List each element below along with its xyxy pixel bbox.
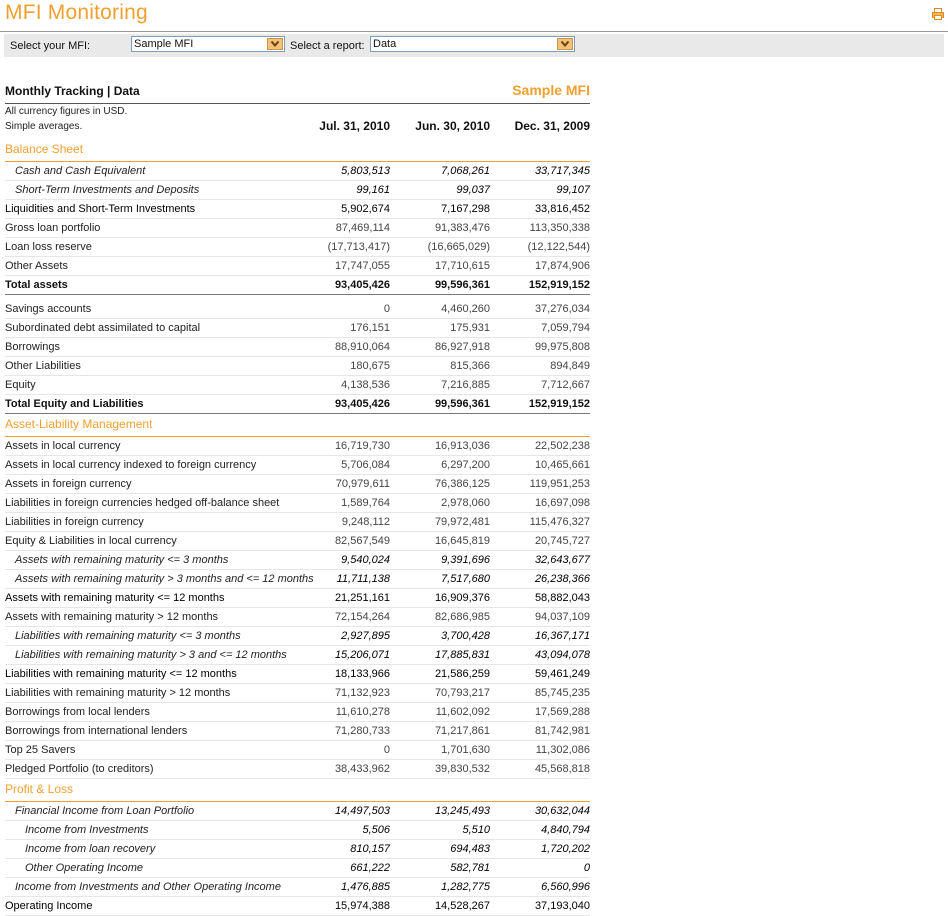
mfi-select[interactable] bbox=[131, 36, 285, 52]
table-row bbox=[5, 456, 590, 475]
column-header-1: Jul. 31, 2010 bbox=[319, 119, 390, 133]
section-header-asset-liability-management bbox=[5, 414, 590, 437]
row-label: Pledged Portfolio (to creditors) bbox=[5, 763, 154, 775]
row-value-col-3: 99,107 bbox=[556, 184, 590, 196]
row-value-col-1: 1,589,764 bbox=[341, 497, 390, 509]
row-value-col-2: 99,037 bbox=[456, 184, 490, 196]
row-value-col-2: 91,383,476 bbox=[434, 222, 490, 234]
row-value-col-3: 152,919,152 bbox=[528, 398, 590, 410]
report-select[interactable] bbox=[370, 36, 575, 52]
table-row bbox=[5, 257, 590, 276]
row-label: Assets with remaining maturity > 12 months bbox=[5, 611, 219, 623]
row-value-col-2: 582,781 bbox=[450, 862, 490, 874]
row-value-col-3: 26,238,366 bbox=[534, 573, 590, 585]
table-row bbox=[5, 627, 590, 646]
row-label: Top 25 Savers bbox=[5, 744, 76, 756]
report-notes bbox=[5, 104, 590, 139]
table-row bbox=[5, 840, 590, 859]
row-label: Equity & Liabilities in local currency bbox=[5, 535, 177, 547]
row-label: Loan loss reserve bbox=[5, 241, 92, 253]
row-value-col-2: 9,391,696 bbox=[441, 554, 490, 566]
row-label: Subordinated debt assimilated to capital bbox=[5, 322, 201, 334]
table-row bbox=[5, 741, 590, 760]
row-value-col-3: 32,643,677 bbox=[534, 554, 590, 566]
report-table bbox=[5, 139, 590, 916]
row-value-col-1: 15,974,388 bbox=[334, 900, 390, 912]
chevron-down-icon bbox=[558, 39, 572, 49]
mfi-dropdown-button[interactable] bbox=[267, 38, 283, 50]
row-label: Income from Investments bbox=[25, 824, 149, 836]
row-value-col-2: 16,645,819 bbox=[434, 535, 490, 547]
row-label: Assets with remaining maturity > 3 months and <= 12 months bbox=[15, 573, 314, 585]
report-select-value: Data bbox=[373, 38, 397, 50]
row-label: Cash and Cash Equivalent bbox=[15, 165, 146, 177]
report-mfi-name: Sample MFI bbox=[512, 82, 590, 98]
table-row bbox=[5, 646, 590, 665]
row-value-col-2: 3,700,428 bbox=[441, 630, 490, 642]
row-value-col-3: 7,059,794 bbox=[541, 322, 590, 334]
row-value-col-1: 5,506 bbox=[362, 824, 390, 836]
table-row bbox=[5, 200, 590, 219]
section-title: Balance Sheet bbox=[5, 142, 84, 156]
row-value-col-1: 21,251,161 bbox=[334, 592, 390, 604]
row-label: Borrowings bbox=[5, 341, 61, 353]
row-value-col-3: 113,350,338 bbox=[529, 222, 590, 234]
row-value-col-3: 99,975,808 bbox=[534, 341, 590, 353]
row-value-col-3: 16,697,098 bbox=[534, 497, 590, 509]
row-value-col-1: 180,675 bbox=[350, 360, 390, 372]
row-value-col-1: 810,157 bbox=[350, 843, 390, 855]
table-row bbox=[5, 319, 590, 338]
row-value-col-1: 71,132,923 bbox=[334, 687, 390, 699]
row-value-col-2: 16,909,376 bbox=[434, 592, 490, 604]
column-header-2: Jun. 30, 2010 bbox=[415, 119, 490, 133]
table-row bbox=[5, 897, 590, 916]
row-value-col-2: 21,586,259 bbox=[434, 668, 490, 680]
row-value-col-3: 4,840,794 bbox=[541, 824, 590, 836]
row-value-col-2: 6,297,200 bbox=[441, 459, 490, 471]
row-label: Assets in local currency bbox=[5, 440, 121, 452]
row-value-col-2: 99,596,361 bbox=[434, 398, 490, 410]
row-value-col-1: 11,711,138 bbox=[336, 573, 390, 585]
mfi-select-label: Select your MFI: bbox=[10, 40, 91, 52]
row-value-col-1: 18,133,966 bbox=[334, 668, 390, 680]
row-value-col-2: 7,216,885 bbox=[441, 379, 490, 391]
table-row bbox=[5, 338, 590, 357]
row-value-col-1: (17,713,417) bbox=[327, 241, 390, 253]
table-row bbox=[5, 219, 590, 238]
row-label: Liabilities in foreign currencies hedged off-balance sheet bbox=[5, 497, 280, 509]
row-label: Assets with remaining maturity <= 3 months bbox=[15, 554, 229, 566]
row-value-col-2: 694,483 bbox=[450, 843, 490, 855]
row-value-col-1: 93,405,426 bbox=[334, 279, 390, 291]
column-header-3: Dec. 31, 2009 bbox=[514, 119, 590, 133]
chevron-down-icon bbox=[268, 39, 282, 49]
row-label: Short-Term Investments and Deposits bbox=[15, 184, 200, 196]
row-label: Liabilities with remaining maturity > 12 months bbox=[5, 687, 231, 699]
row-value-col-1: 17,747,055 bbox=[334, 260, 390, 272]
row-value-col-1: 5,902,674 bbox=[341, 203, 390, 215]
row-value-col-2: 76,386,125 bbox=[434, 478, 490, 490]
report-select-label: Select a report: bbox=[290, 40, 365, 52]
table-row bbox=[5, 238, 590, 257]
row-value-col-1: 0 bbox=[383, 744, 390, 756]
row-label: Liabilities with remaining maturity <= 12 months bbox=[5, 668, 237, 680]
row-label: Liabilities in foreign currency bbox=[5, 516, 144, 528]
row-value-col-1: 16,719,730 bbox=[334, 440, 390, 452]
row-value-col-1: 82,567,549 bbox=[334, 535, 390, 547]
row-value-col-1: 70,979,611 bbox=[335, 478, 390, 490]
row-value-col-3: 20,745,727 bbox=[534, 535, 590, 547]
row-value-col-3: 10,465,661 bbox=[534, 459, 590, 471]
app-title: MFI Monitoring bbox=[5, 1, 148, 24]
row-value-col-2: 7,167,298 bbox=[441, 203, 490, 215]
row-label: Gross loan portfolio bbox=[5, 222, 101, 234]
row-value-col-2: 70,793,217 bbox=[434, 687, 490, 699]
table-row bbox=[5, 357, 590, 376]
row-label: Other Operating Income bbox=[25, 862, 144, 874]
row-value-col-1: 11,610,278 bbox=[335, 706, 390, 718]
table-row bbox=[5, 376, 590, 395]
row-value-col-3: 85,745,235 bbox=[534, 687, 590, 699]
currency-note: All currency figures in USD. bbox=[5, 106, 128, 117]
row-value-col-3: 22,502,238 bbox=[534, 440, 590, 452]
row-value-col-2: 16,913,036 bbox=[434, 440, 490, 452]
row-value-col-1: 9,540,024 bbox=[341, 554, 390, 566]
row-value-col-2: 7,068,261 bbox=[441, 165, 490, 177]
row-value-col-2: 7,517,680 bbox=[441, 573, 490, 585]
row-value-col-1: 0 bbox=[383, 303, 390, 315]
table-row bbox=[5, 859, 590, 878]
table-row bbox=[5, 722, 590, 741]
row-label: Borrowings from international lenders bbox=[5, 725, 188, 737]
row-value-col-3: 43,094,078 bbox=[534, 649, 590, 661]
row-label: Other Liabilities bbox=[5, 360, 81, 372]
row-value-col-2: 17,710,615 bbox=[434, 260, 490, 272]
table-row bbox=[5, 551, 590, 570]
report-panel bbox=[5, 82, 590, 916]
report-dropdown-button[interactable] bbox=[557, 38, 573, 50]
row-value-col-2: 11,602,092 bbox=[435, 706, 490, 718]
row-value-col-1: 88,910,064 bbox=[334, 341, 390, 353]
section-title: Profit & Loss bbox=[5, 782, 74, 796]
row-value-col-2: 86,927,918 bbox=[434, 341, 490, 353]
row-value-col-2: 1,282,775 bbox=[441, 881, 490, 893]
table-row bbox=[5, 760, 590, 779]
row-value-col-1: 176,151 bbox=[350, 322, 390, 334]
row-label: Savings accounts bbox=[5, 303, 92, 315]
row-value-col-1: 661,222 bbox=[350, 862, 390, 874]
row-value-col-3: 6,560,996 bbox=[541, 881, 590, 893]
row-value-col-3: 94,037,109 bbox=[534, 611, 590, 623]
mfi-select-value: Sample MFI bbox=[134, 38, 194, 50]
row-value-col-1: 2,927,895 bbox=[341, 630, 390, 642]
table-row bbox=[5, 589, 590, 608]
row-value-col-1: 99,161 bbox=[356, 184, 390, 196]
row-label: Assets in foreign currency bbox=[5, 478, 132, 490]
row-value-col-2: 79,972,481 bbox=[434, 516, 490, 528]
row-value-col-3: 7,712,667 bbox=[541, 379, 590, 391]
row-label: Operating Income bbox=[5, 900, 93, 912]
row-value-col-1: 1,476,885 bbox=[341, 881, 390, 893]
row-label: Financial Income from Loan Portfolio bbox=[15, 805, 195, 817]
section-header-profit-loss bbox=[5, 779, 590, 802]
row-value-col-3: 17,569,288 bbox=[534, 706, 590, 718]
row-value-col-3: 37,276,034 bbox=[534, 303, 590, 315]
row-value-col-3: (12,122,544) bbox=[527, 241, 590, 253]
row-value-col-1: 38,433,962 bbox=[334, 763, 390, 775]
row-value-col-2: 13,245,493 bbox=[434, 805, 490, 817]
table-row bbox=[5, 162, 590, 181]
row-label: Income from Investments and Other Operating Income bbox=[15, 881, 281, 893]
row-value-col-3: 894,849 bbox=[550, 360, 590, 372]
row-value-col-3: 45,568,818 bbox=[534, 763, 590, 775]
table-row bbox=[5, 276, 590, 295]
table-row bbox=[5, 684, 590, 703]
row-value-col-2: 815,366 bbox=[450, 360, 490, 372]
table-row bbox=[5, 821, 590, 840]
row-value-col-2: 1,701,630 bbox=[441, 744, 490, 756]
table-row bbox=[5, 494, 590, 513]
table-row bbox=[5, 878, 590, 897]
table-row bbox=[5, 475, 590, 494]
row-value-col-3: 152,919,152 bbox=[528, 279, 590, 291]
print-icon[interactable] bbox=[932, 8, 944, 20]
row-label: Total assets bbox=[5, 279, 68, 291]
row-value-col-3: 33,717,345 bbox=[534, 165, 590, 177]
row-value-col-1: 5,706,084 bbox=[341, 459, 390, 471]
row-label: Equity bbox=[5, 379, 36, 391]
row-value-col-1: 15,206,071 bbox=[334, 649, 390, 661]
table-row bbox=[5, 570, 590, 589]
row-value-col-3: 37,193,040 bbox=[534, 900, 590, 912]
section-header-balance-sheet bbox=[5, 139, 590, 162]
row-value-col-1: 4,138,536 bbox=[341, 379, 390, 391]
row-value-col-2: 71,217,861 bbox=[434, 725, 490, 737]
row-label: Total Equity and Liabilities bbox=[5, 398, 144, 410]
section-title: Asset-Liability Management bbox=[5, 417, 153, 431]
row-value-col-2: 5,510 bbox=[462, 824, 490, 836]
row-value-col-2: 2,978,060 bbox=[441, 497, 490, 509]
table-row bbox=[5, 665, 590, 684]
row-label: Assets with remaining maturity <= 12 months bbox=[5, 592, 225, 604]
row-label: Borrowings from local lenders bbox=[5, 706, 150, 718]
table-row bbox=[5, 513, 590, 532]
row-value-col-2: 17,885,831 bbox=[434, 649, 490, 661]
row-label: Liabilities with remaining maturity > 3 and <= 12 months bbox=[15, 649, 287, 661]
row-label: Liquidities and Short-Term Investments bbox=[5, 203, 196, 215]
row-value-col-1: 87,469,114 bbox=[335, 222, 390, 234]
table-row bbox=[5, 608, 590, 627]
row-label: Assets in local currency indexed to foreign currency bbox=[5, 459, 257, 471]
row-label: Liabilities with remaining maturity <= 3 months bbox=[15, 630, 241, 642]
report-header bbox=[5, 82, 590, 104]
table-row bbox=[5, 300, 590, 319]
row-value-col-2: (16,665,029) bbox=[427, 241, 490, 253]
row-value-col-1: 93,405,426 bbox=[334, 398, 390, 410]
row-value-col-3: 1,720,202 bbox=[541, 843, 590, 855]
table-row bbox=[5, 437, 590, 456]
row-value-col-3: 58,882,043 bbox=[534, 592, 590, 604]
title-bar bbox=[0, 0, 948, 32]
row-value-col-3: 119,951,253 bbox=[529, 478, 590, 490]
row-label: Income from loan recovery bbox=[25, 843, 156, 855]
row-value-col-2: 99,596,361 bbox=[434, 279, 490, 291]
row-value-col-3: 11,302,086 bbox=[535, 744, 590, 756]
row-label: Other Assets bbox=[5, 260, 68, 272]
row-value-col-1: 9,248,112 bbox=[341, 516, 390, 528]
table-row bbox=[5, 532, 590, 551]
row-value-col-3: 115,476,327 bbox=[529, 516, 590, 528]
report-title: Monthly Tracking | Data bbox=[5, 84, 140, 98]
table-row bbox=[5, 395, 590, 414]
row-value-col-1: 14,497,503 bbox=[334, 805, 390, 817]
row-value-col-3: 30,632,044 bbox=[534, 805, 590, 817]
row-value-col-3: 0 bbox=[583, 862, 590, 874]
row-value-col-3: 33,816,452 bbox=[534, 203, 590, 215]
row-value-col-3: 17,874,906 bbox=[534, 260, 590, 272]
row-value-col-2: 82,686,985 bbox=[434, 611, 490, 623]
row-value-col-2: 175,931 bbox=[450, 322, 490, 334]
row-value-col-1: 72,154,264 bbox=[334, 611, 390, 623]
averages-note: Simple averages. bbox=[5, 121, 83, 132]
row-value-col-1: 5,803,513 bbox=[341, 165, 390, 177]
row-value-col-2: 4,460,260 bbox=[441, 303, 490, 315]
table-row bbox=[5, 802, 590, 821]
row-value-col-3: 81,742,981 bbox=[534, 725, 590, 737]
row-value-col-2: 39,830,532 bbox=[434, 763, 490, 775]
row-value-col-3: 59,461,249 bbox=[534, 668, 590, 680]
row-value-col-1: 71,280,733 bbox=[334, 725, 390, 737]
selection-toolbar bbox=[4, 34, 944, 57]
table-row bbox=[5, 703, 590, 722]
row-value-col-3: 16,367,171 bbox=[534, 630, 590, 642]
row-value-col-2: 14,528,267 bbox=[434, 900, 490, 912]
table-row bbox=[5, 181, 590, 200]
